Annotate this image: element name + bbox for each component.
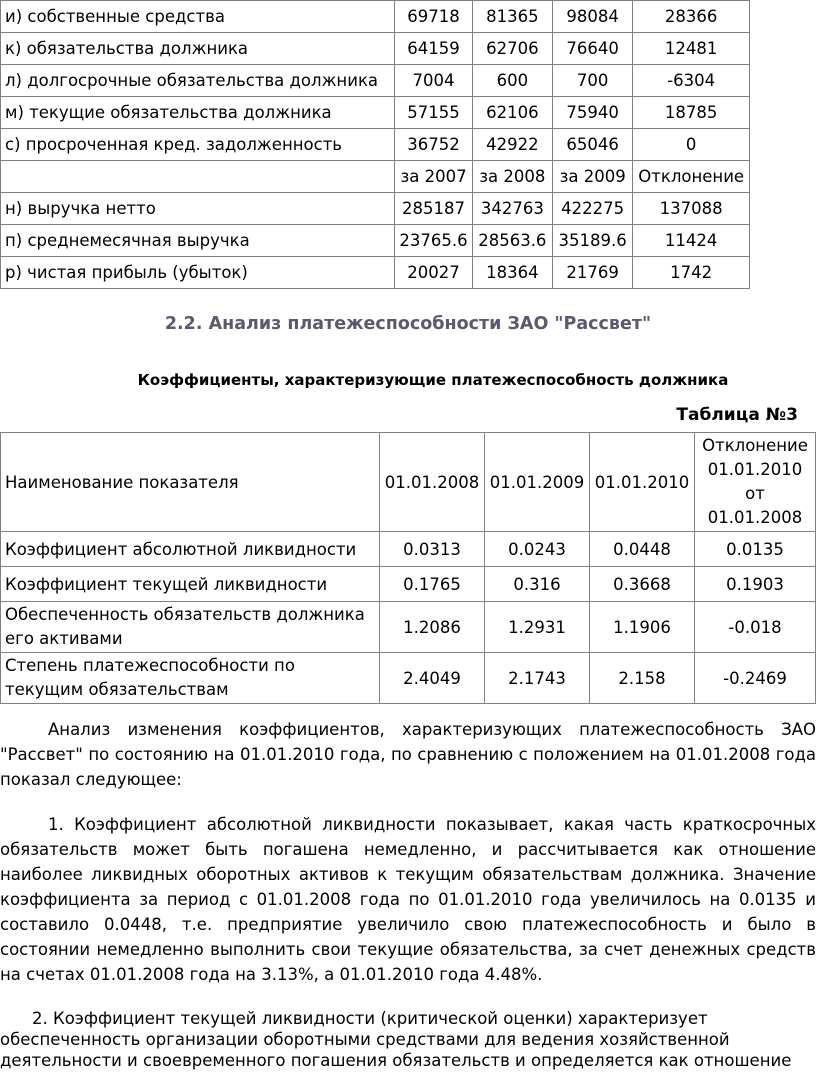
header-date-cell: 01.01.2009 bbox=[485, 433, 590, 532]
row-label: к) обязательства должника bbox=[1, 33, 395, 65]
header-deviation-cell: Отклонение 01.01.2010 от 01.01.2008 bbox=[695, 433, 816, 532]
value-cell: 7004 bbox=[395, 65, 472, 97]
value-cell: 0.0313 bbox=[380, 532, 485, 567]
deviation-cell: -6304 bbox=[633, 65, 750, 97]
header-date-cell: 01.01.2008 bbox=[380, 433, 485, 532]
value-cell: 35189.6 bbox=[553, 225, 633, 257]
indicator-name: Коэффициент текущей ликвидности bbox=[1, 567, 380, 602]
value-cell: 422275 bbox=[553, 193, 633, 225]
value-cell: 1.2086 bbox=[380, 602, 485, 653]
deviation-cell: 18785 bbox=[633, 97, 750, 129]
section-heading: 2.2. Анализ платежеспособности ЗАО "Рассвет" bbox=[164, 314, 652, 334]
value-cell: 98084 bbox=[553, 1, 633, 33]
solvency-ratios-table bbox=[0, 432, 816, 704]
table-row bbox=[1, 33, 750, 65]
value-cell: 600 bbox=[472, 65, 552, 97]
paragraph-absolute-liquidity: 1. Коэффициент абсолютной ликвидности показывает, какая часть краткосрочных обязательств может быть погашена немедленно, и рассчитывается как отношение наиболее ликвидных оборотных активов к текущим обязательствам должника. Значение коэффициента за период с 01.01.2008 года по 01.01.2010 года увеличилось на 0.0135 и составило 0.0448, т.е. предприятие увеличило свою платежеспособность и было в состоянии немедленно выполнить свои текущие обязательства, за счет денежных средств на счетах 01.01.2008 года на 3.13%, а 01.01.2010 года 4.48%. bbox=[0, 815, 816, 984]
financial-indicators-table bbox=[0, 0, 750, 289]
deviation-cell: 137088 bbox=[633, 193, 750, 225]
row-label: н) выручка нетто bbox=[1, 193, 395, 225]
deviation-cell: 0 bbox=[633, 129, 750, 161]
value-cell: 2.1743 bbox=[485, 653, 590, 704]
period-header-row bbox=[1, 161, 750, 193]
value-cell: 2.158 bbox=[590, 653, 695, 704]
deviation-header-cell: Отклонение bbox=[633, 161, 750, 193]
table-row bbox=[1, 602, 816, 653]
table-row bbox=[1, 97, 750, 129]
period-header-cell: за 2007 bbox=[395, 161, 472, 193]
row-label: с) просроченная кред. задолженность bbox=[1, 129, 395, 161]
value-cell: 75940 bbox=[553, 97, 633, 129]
table-row bbox=[1, 257, 750, 289]
value-cell: 20027 bbox=[395, 257, 472, 289]
value-cell: 285187 bbox=[395, 193, 472, 225]
value-cell: 0.316 bbox=[485, 567, 590, 602]
value-cell: 1.1906 bbox=[590, 602, 695, 653]
row-label: л) долгосрочные обязательства должника bbox=[1, 65, 395, 97]
table-row bbox=[1, 567, 816, 602]
deviation-cell: -0.2469 bbox=[695, 653, 816, 704]
header-row bbox=[1, 433, 816, 532]
deviation-cell: 12481 bbox=[633, 33, 750, 65]
value-cell: 1.2931 bbox=[485, 602, 590, 653]
value-cell: 18364 bbox=[472, 257, 552, 289]
period-header-cell: за 2008 bbox=[472, 161, 552, 193]
value-cell: 62106 bbox=[472, 97, 552, 129]
deviation-cell: 1742 bbox=[633, 257, 750, 289]
deviation-cell: 11424 bbox=[633, 225, 750, 257]
table-row bbox=[1, 65, 750, 97]
value-cell: 76640 bbox=[553, 33, 633, 65]
row-label: м) текущие обязательства должника bbox=[1, 97, 395, 129]
value-cell: 0.0243 bbox=[485, 532, 590, 567]
value-cell: 64159 bbox=[395, 33, 472, 65]
header-date-cell: 01.01.2010 bbox=[590, 433, 695, 532]
table-row bbox=[1, 653, 816, 704]
indicator-name: Степень платежеспособности по текущим обязательствам bbox=[1, 653, 380, 704]
row-label: и) собственные средства bbox=[1, 1, 395, 33]
value-cell: 21769 bbox=[553, 257, 633, 289]
indicator-name: Обеспеченность обязательств должника его активами bbox=[1, 602, 380, 653]
value-cell: 36752 bbox=[395, 129, 472, 161]
value-cell: 65046 bbox=[553, 129, 633, 161]
table-caption: Коэффициенты, характеризующие платежеспособность должника bbox=[137, 371, 729, 389]
deviation-cell: 0.1903 bbox=[695, 567, 816, 602]
value-cell: 28563.6 bbox=[472, 225, 552, 257]
value-cell: 69718 bbox=[395, 1, 472, 33]
period-header-cell: за 2009 bbox=[553, 161, 633, 193]
value-cell: 700 bbox=[553, 65, 633, 97]
value-cell: 0.1765 bbox=[380, 567, 485, 602]
table-row bbox=[1, 225, 750, 257]
paragraph-current-liquidity: 2. Коэффициент текущей ликвидности (критической оценки) характеризует обеспеченность организации оборотными средствами для ведения хозяйственной деятельности и своевременного погашения обязательств и определяется как отношение bbox=[0, 1009, 792, 1070]
header-name-cell: Наименование показателя bbox=[1, 433, 380, 532]
value-cell: 2.4049 bbox=[380, 653, 485, 704]
row-label: р) чистая прибыль (убыток) bbox=[1, 257, 395, 289]
table-row bbox=[1, 532, 816, 567]
table-number: Таблица №3 bbox=[676, 405, 798, 425]
deviation-cell: -0.018 bbox=[695, 602, 816, 653]
value-cell: 0.3668 bbox=[590, 567, 695, 602]
value-cell: 57155 bbox=[395, 97, 472, 129]
table-row bbox=[1, 193, 750, 225]
table-row bbox=[1, 129, 750, 161]
value-cell: 342763 bbox=[472, 193, 552, 225]
deviation-cell: 0.0135 bbox=[695, 532, 816, 567]
row-label bbox=[1, 161, 395, 193]
value-cell: 42922 bbox=[472, 129, 552, 161]
value-cell: 0.0448 bbox=[590, 532, 695, 567]
intro-paragraph: Анализ изменения коэффициентов, характеризующих платежеспособность ЗАО "Рассвет" по состоянию на 01.01.2010 года, по сравнению с положением на 01.01.2008 года показал следующее: bbox=[0, 720, 816, 789]
indicator-name: Коэффициент абсолютной ликвидности bbox=[1, 532, 380, 567]
value-cell: 23765.6 bbox=[395, 225, 472, 257]
row-label: п) среднемесячная выручка bbox=[1, 225, 395, 257]
deviation-cell: 28366 bbox=[633, 1, 750, 33]
value-cell: 62706 bbox=[472, 33, 552, 65]
value-cell: 81365 bbox=[472, 1, 552, 33]
table-row bbox=[1, 1, 750, 33]
